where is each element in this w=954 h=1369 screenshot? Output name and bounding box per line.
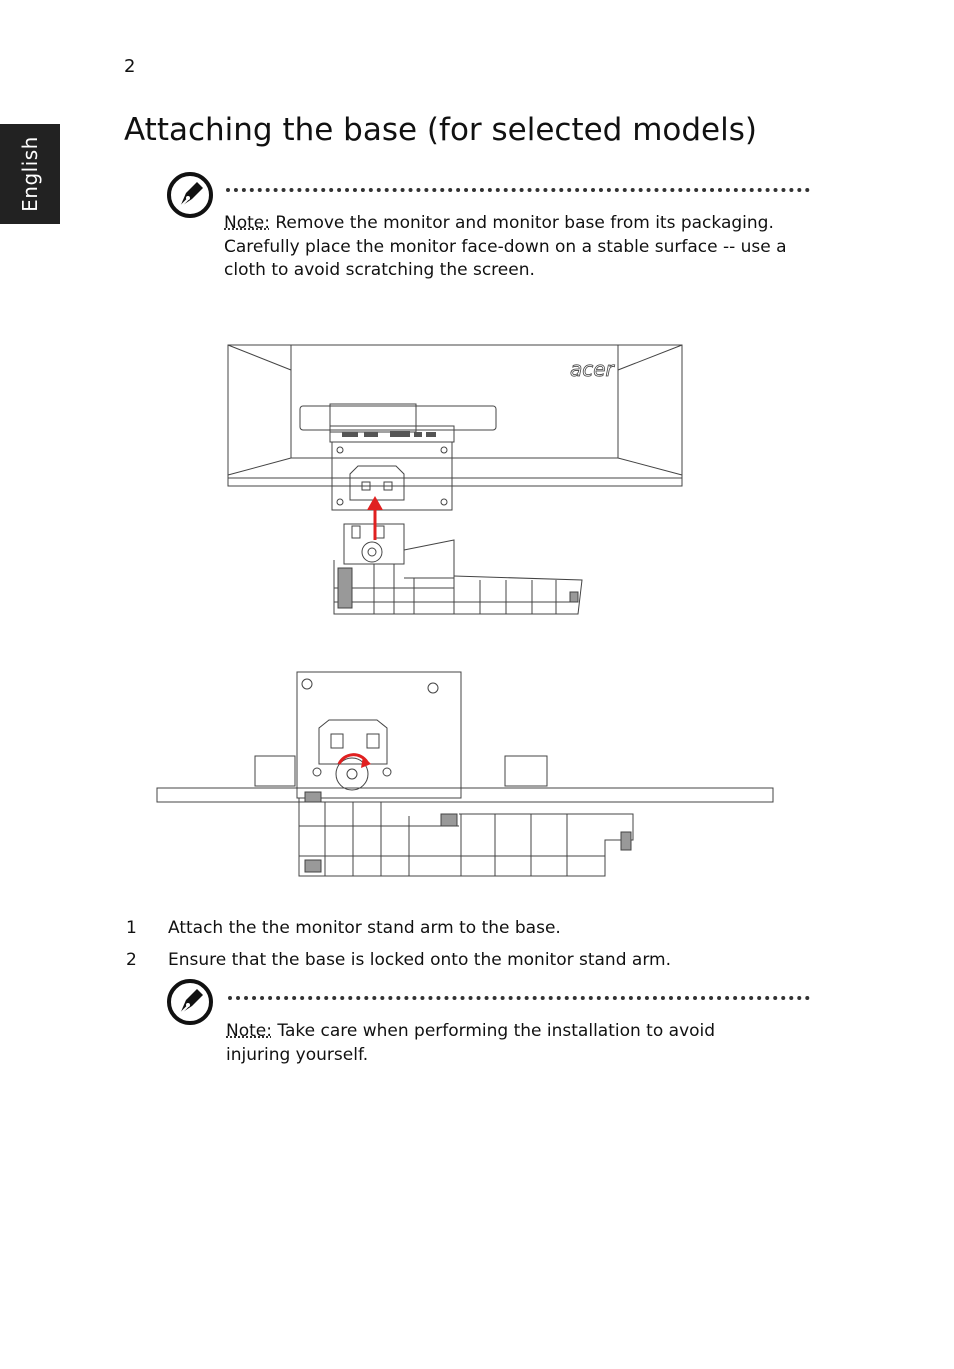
page-number: 2 — [124, 56, 136, 77]
figure-lock-base — [155, 668, 777, 880]
step-2-number: 2 — [126, 950, 137, 970]
note-1 — [224, 212, 804, 283]
language-tab-label: English — [18, 136, 42, 212]
note-2-text: Take care when performing the installation to avoid injuring yourself. — [226, 1021, 716, 1065]
note-1-label: Note: — [224, 213, 270, 233]
note-2-label: Note: — [226, 1021, 272, 1041]
figure-attach-arm — [226, 340, 686, 625]
step-1-text: Attach the the monitor stand arm to the base. — [168, 918, 561, 938]
note-divider — [228, 996, 810, 1000]
page-title: Attaching the base (for selected models) — [124, 112, 757, 148]
language-tab — [0, 124, 60, 224]
step-1-number: 1 — [126, 918, 137, 938]
note-1-text: Remove the monitor and monitor base from its packaging. Carefully place the monitor face-down on a stable surface -- use a cloth to avoid scratching the screen. — [224, 213, 787, 280]
note-pen-icon — [166, 171, 214, 219]
note-pen-icon — [166, 978, 214, 1026]
acer-logo: acer — [570, 357, 614, 381]
insert-arrow-icon — [367, 496, 383, 540]
step-2-text: Ensure that the base is locked onto the monitor stand arm. — [168, 950, 671, 970]
note-2 — [226, 1020, 766, 1067]
note-divider — [226, 188, 810, 192]
